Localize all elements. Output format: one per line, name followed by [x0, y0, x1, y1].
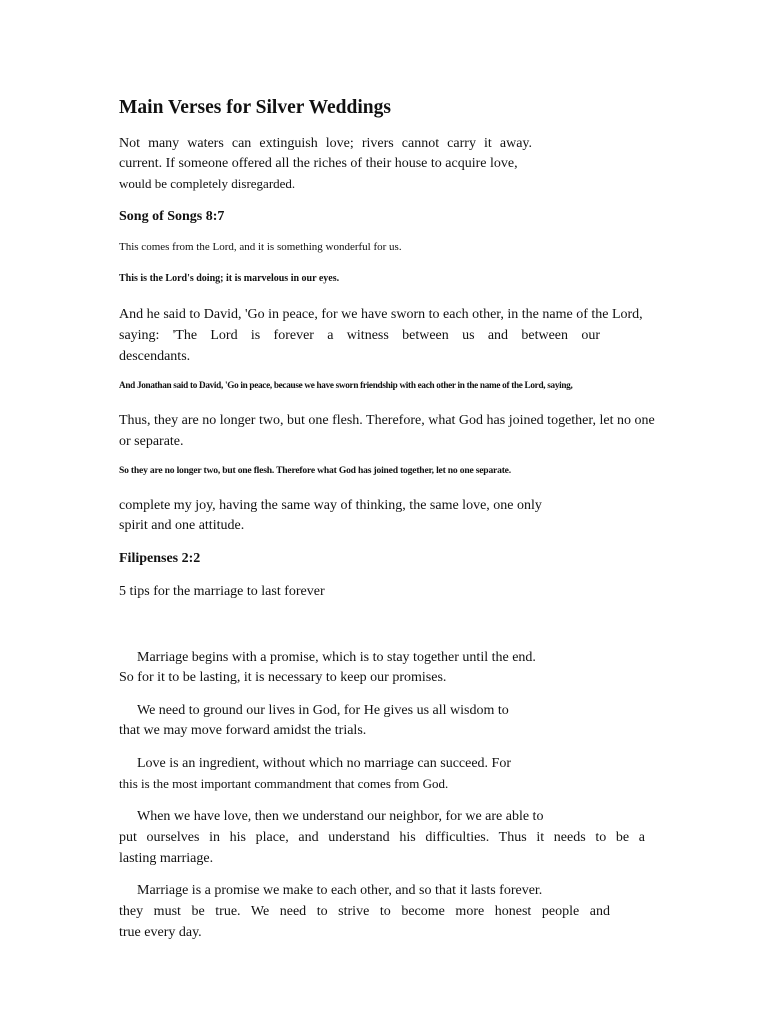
verse-reference: Filipenses 2:2	[119, 551, 201, 566]
verse-reference: Song of Songs 8:7	[119, 209, 225, 224]
verse-psalm-classic: This is the Lord's doing; it is marvelous in our eyes.	[119, 273, 340, 284]
verse-psalm-modern: This comes from the Lord, and it is something wonderful for us.	[119, 241, 402, 253]
tip-line: Love is an ingredient, without which no marriage can succeed. For	[137, 756, 511, 771]
verse-line: complete my joy, having the same way of thinking, the same love, one only	[119, 498, 542, 513]
tip-line: Marriage begins with a promise, which is to stay together until the end.	[137, 650, 536, 665]
verse-line: would be completely disregarded.	[119, 176, 296, 191]
verse-line: saying: 'The Lord is forever a witness between us and between our	[119, 328, 600, 343]
tip-line: We need to ground our lives in God, for He gives us all wisdom to	[137, 703, 509, 718]
tip-item	[119, 648, 536, 688]
verse-jonathan-david	[119, 304, 643, 367]
tips-heading: 5 tips for the marriage to last forever	[119, 584, 325, 599]
tip-line: that we may move forward amidst the trials.	[119, 723, 367, 738]
verse-philippians	[119, 496, 542, 536]
verse-one-flesh-alt: So they are no longer two, but one flesh. Therefore what God has joined together, let no one separate.	[119, 465, 511, 476]
tip-line: put ourselves in his place, and understand his difficulties. Thus it needs to be a	[119, 830, 645, 845]
tip-line: they must be true. We need to strive to become more honest people and	[119, 904, 610, 919]
tip-line: So for it to be lasting, it is necessary to keep our promises.	[119, 670, 447, 685]
tip-line: Marriage is a promise we make to each other, and so that it lasts forever.	[137, 883, 543, 898]
verse-line: Thus, they are no longer two, but one flesh. Therefore, what God has joined together, let no one	[119, 413, 655, 428]
tip-line: this is the most important commandment that comes from God.	[119, 776, 449, 791]
verse-song-of-songs	[119, 134, 532, 194]
page-title: Main Verses for Silver Weddings	[119, 97, 391, 118]
tip-item	[119, 701, 509, 741]
verse-line: Not many waters can extinguish love; rivers cannot carry it away.	[119, 136, 532, 151]
verse-line: current. If someone offered all the riches of their house to acquire love,	[119, 156, 518, 171]
tip-line: true every day.	[119, 925, 202, 940]
tip-item	[119, 754, 511, 794]
verse-jonathan-david-alt: And Jonathan said to David, 'Go in peace, because we have sworn friendship with each other in the name of the Lord, saying,	[119, 380, 573, 390]
tip-item	[119, 880, 610, 943]
tip-line: lasting marriage.	[119, 851, 214, 866]
verse-line: or separate.	[119, 434, 184, 449]
tip-line: When we have love, then we understand our neighbor, for we are able to	[137, 809, 544, 824]
verse-line: spirit and one attitude.	[119, 518, 245, 533]
tip-item	[119, 806, 645, 869]
verse-one-flesh	[119, 410, 655, 452]
verse-line: And he said to David, 'Go in peace, for we have sworn to each other, in the name of the Lord,	[119, 307, 643, 322]
verse-line: descendants.	[119, 349, 191, 364]
